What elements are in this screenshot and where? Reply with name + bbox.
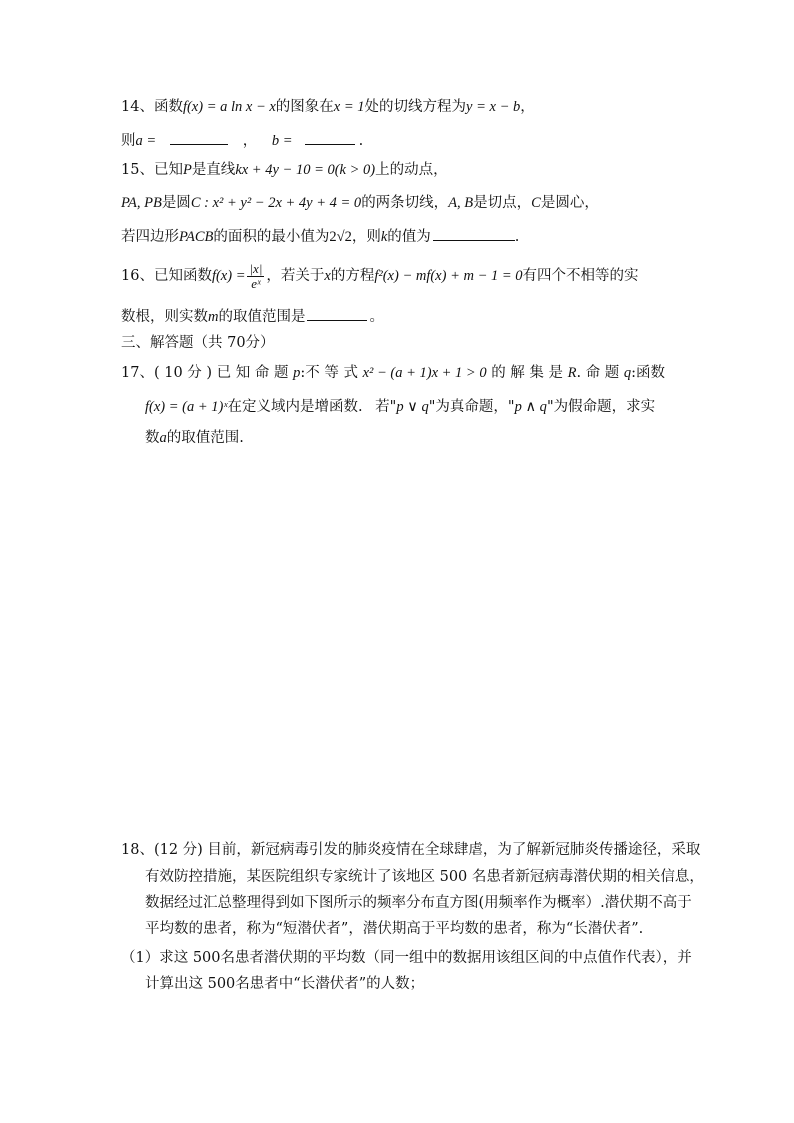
q15-line-eq: kx + 4y − 10 = 0(k > 0) xyxy=(235,162,376,178)
q18-sub1-line2: 计算出这 500名患者中“长潜伏者”的人数； xyxy=(145,976,425,992)
q16-l2-end: 的取值范围是 xyxy=(218,309,306,325)
q16-prefix: 16、已知函数 xyxy=(121,268,212,284)
q17-line3 xyxy=(145,427,244,449)
q14-tangent: y = x − b xyxy=(466,99,521,115)
q18-sub1-line1: （1）求这 500名患者潜伏期的平均数（同一组中的数据用该组区间的中点值作代表），并 xyxy=(121,950,692,966)
q15-l3-mid: 的面积的最小值为 xyxy=(213,229,330,245)
q15-AB: A, B xyxy=(448,195,474,211)
q14-mid: 的图象在 xyxy=(275,99,334,115)
q15-pa: PA, PB xyxy=(121,195,162,211)
q16-end: 有四个不相等的实 xyxy=(522,268,639,284)
q14-a-blank[interactable] xyxy=(170,130,228,145)
q14-line2 xyxy=(121,130,363,152)
q14-line1 xyxy=(121,96,535,118)
q16-mid: ，若关于 xyxy=(266,268,325,284)
q17-a: a xyxy=(159,430,167,446)
q17-p: p xyxy=(293,365,301,381)
q15-l2-mid3: 是切点， xyxy=(473,195,532,211)
q15-C: C xyxy=(531,195,541,211)
q14-cond: x = 1 xyxy=(333,99,365,115)
q16-den: eˣ xyxy=(251,275,261,291)
q15-end: 上的动点， xyxy=(375,162,448,178)
q17-l2b: 若" xyxy=(375,399,397,415)
q17-l3-end: 的取值范围. xyxy=(166,430,244,446)
q17-l1d: . 命 题 xyxy=(576,365,620,381)
q15-l2-end: 是圆心， xyxy=(540,195,599,211)
q17-l2a: 在定义域内是增函数. xyxy=(227,399,363,415)
section-title: 三、解答题（共 70分） xyxy=(121,335,275,351)
q16-m: m xyxy=(208,309,219,325)
q15-l3-mid2: ，则 xyxy=(351,229,381,245)
q14-sep: ， xyxy=(242,133,258,149)
q15-prefix: 15、已知 xyxy=(121,162,183,178)
q15-quad: PACB xyxy=(179,229,214,245)
q17-porq: p ∨ q xyxy=(396,399,429,415)
q15-l3-end: 的值为 xyxy=(387,229,431,245)
q16-mid2: 的方程 xyxy=(330,268,375,284)
q15-circle: C : x² + y² − 2x + 4y + 4 = 0 xyxy=(190,195,362,211)
q15-k-blank[interactable] xyxy=(433,226,515,241)
q15-l3-prefix: 若四边形 xyxy=(121,229,179,245)
q17-pandq: p ∧ q xyxy=(514,399,547,415)
q18-line1: 18、(12 分) 目前，新冠病毒引发的肺炎疫情在全球肆虐，为了解新冠肺炎传播途径，采取 xyxy=(121,842,701,858)
q16-line1 xyxy=(121,258,639,294)
q14-mid2: 处的切线方程为 xyxy=(364,99,467,115)
q18-line4: 平均数的患者，称为“短潜伏者”，潜伏期高于平均数的患者，称为“长潜伏者”. xyxy=(145,921,644,937)
q14-b-label: b = xyxy=(271,133,293,149)
q14-func: f(x) = a ln x − x xyxy=(182,99,276,115)
q16-l2-dot: 。 xyxy=(369,309,384,325)
q17-l1e: :函数 xyxy=(631,365,666,381)
q16-m-blank[interactable] xyxy=(307,306,367,321)
q15-line2 xyxy=(121,192,599,214)
q15-line3 xyxy=(121,226,519,248)
q15-minval: 2√2 xyxy=(329,229,352,245)
q16-eq: f²(x) − mf(x) + m − 1 = 0 xyxy=(374,268,523,284)
q16-x: x xyxy=(324,268,331,284)
q14-l2-prefix: 则 xyxy=(121,133,136,149)
q17-l2d: "为假命题，求实 xyxy=(546,399,656,415)
q14-l2-end: . xyxy=(358,133,364,149)
q17-l2c: "为真命题，" xyxy=(428,399,515,415)
q14-prefix: 14、函数 xyxy=(121,99,183,115)
q17-func: f(x) = (a + 1)ˣ xyxy=(145,399,228,415)
q17-ineq: x² − (a + 1)x + 1 > 0 xyxy=(362,365,487,381)
q17-line1 xyxy=(121,362,665,384)
q16-num: |x| xyxy=(249,260,263,276)
q15-k: k xyxy=(380,229,388,245)
q17-l1: 17、( 10 分 ) 已 知 命 题 xyxy=(121,365,289,381)
q16-fx: f(x) = xyxy=(211,268,246,284)
q16-fraction xyxy=(247,262,264,291)
q17-l3-prefix: 数 xyxy=(145,430,160,446)
q17-R: R xyxy=(567,365,577,381)
q16-l2-prefix: 数根，则实数 xyxy=(121,309,208,325)
q17-l1c: 的 解 集 是 xyxy=(491,365,564,381)
q14-b-blank[interactable] xyxy=(305,130,355,145)
q15-l3-dot: . xyxy=(514,229,520,245)
q14-a-label: a = xyxy=(135,133,157,149)
q17-q: q xyxy=(623,365,632,381)
q18-line3: 数据经过汇总整理得到如下图所示的频率分布直方图(用频率作为概率）.潜伏期不高于 xyxy=(145,895,692,911)
q17-l1b: :不 等 式 xyxy=(300,365,358,381)
q15-mid: 是直线 xyxy=(191,162,236,178)
q15-l2-mid: 是圆 xyxy=(161,195,191,211)
q14-end: ， xyxy=(520,99,535,115)
q16-line2 xyxy=(121,306,384,328)
q15-l2-mid2: 的两条切线， xyxy=(361,195,449,211)
q15-P: P xyxy=(182,162,192,178)
q18-line2: 有效防控措施，某医院组织专家统计了该地区 500 名患者新冠病毒潜伏期的相关信息， xyxy=(145,869,704,885)
q15-line1 xyxy=(121,159,448,181)
q17-line2 xyxy=(145,396,655,418)
